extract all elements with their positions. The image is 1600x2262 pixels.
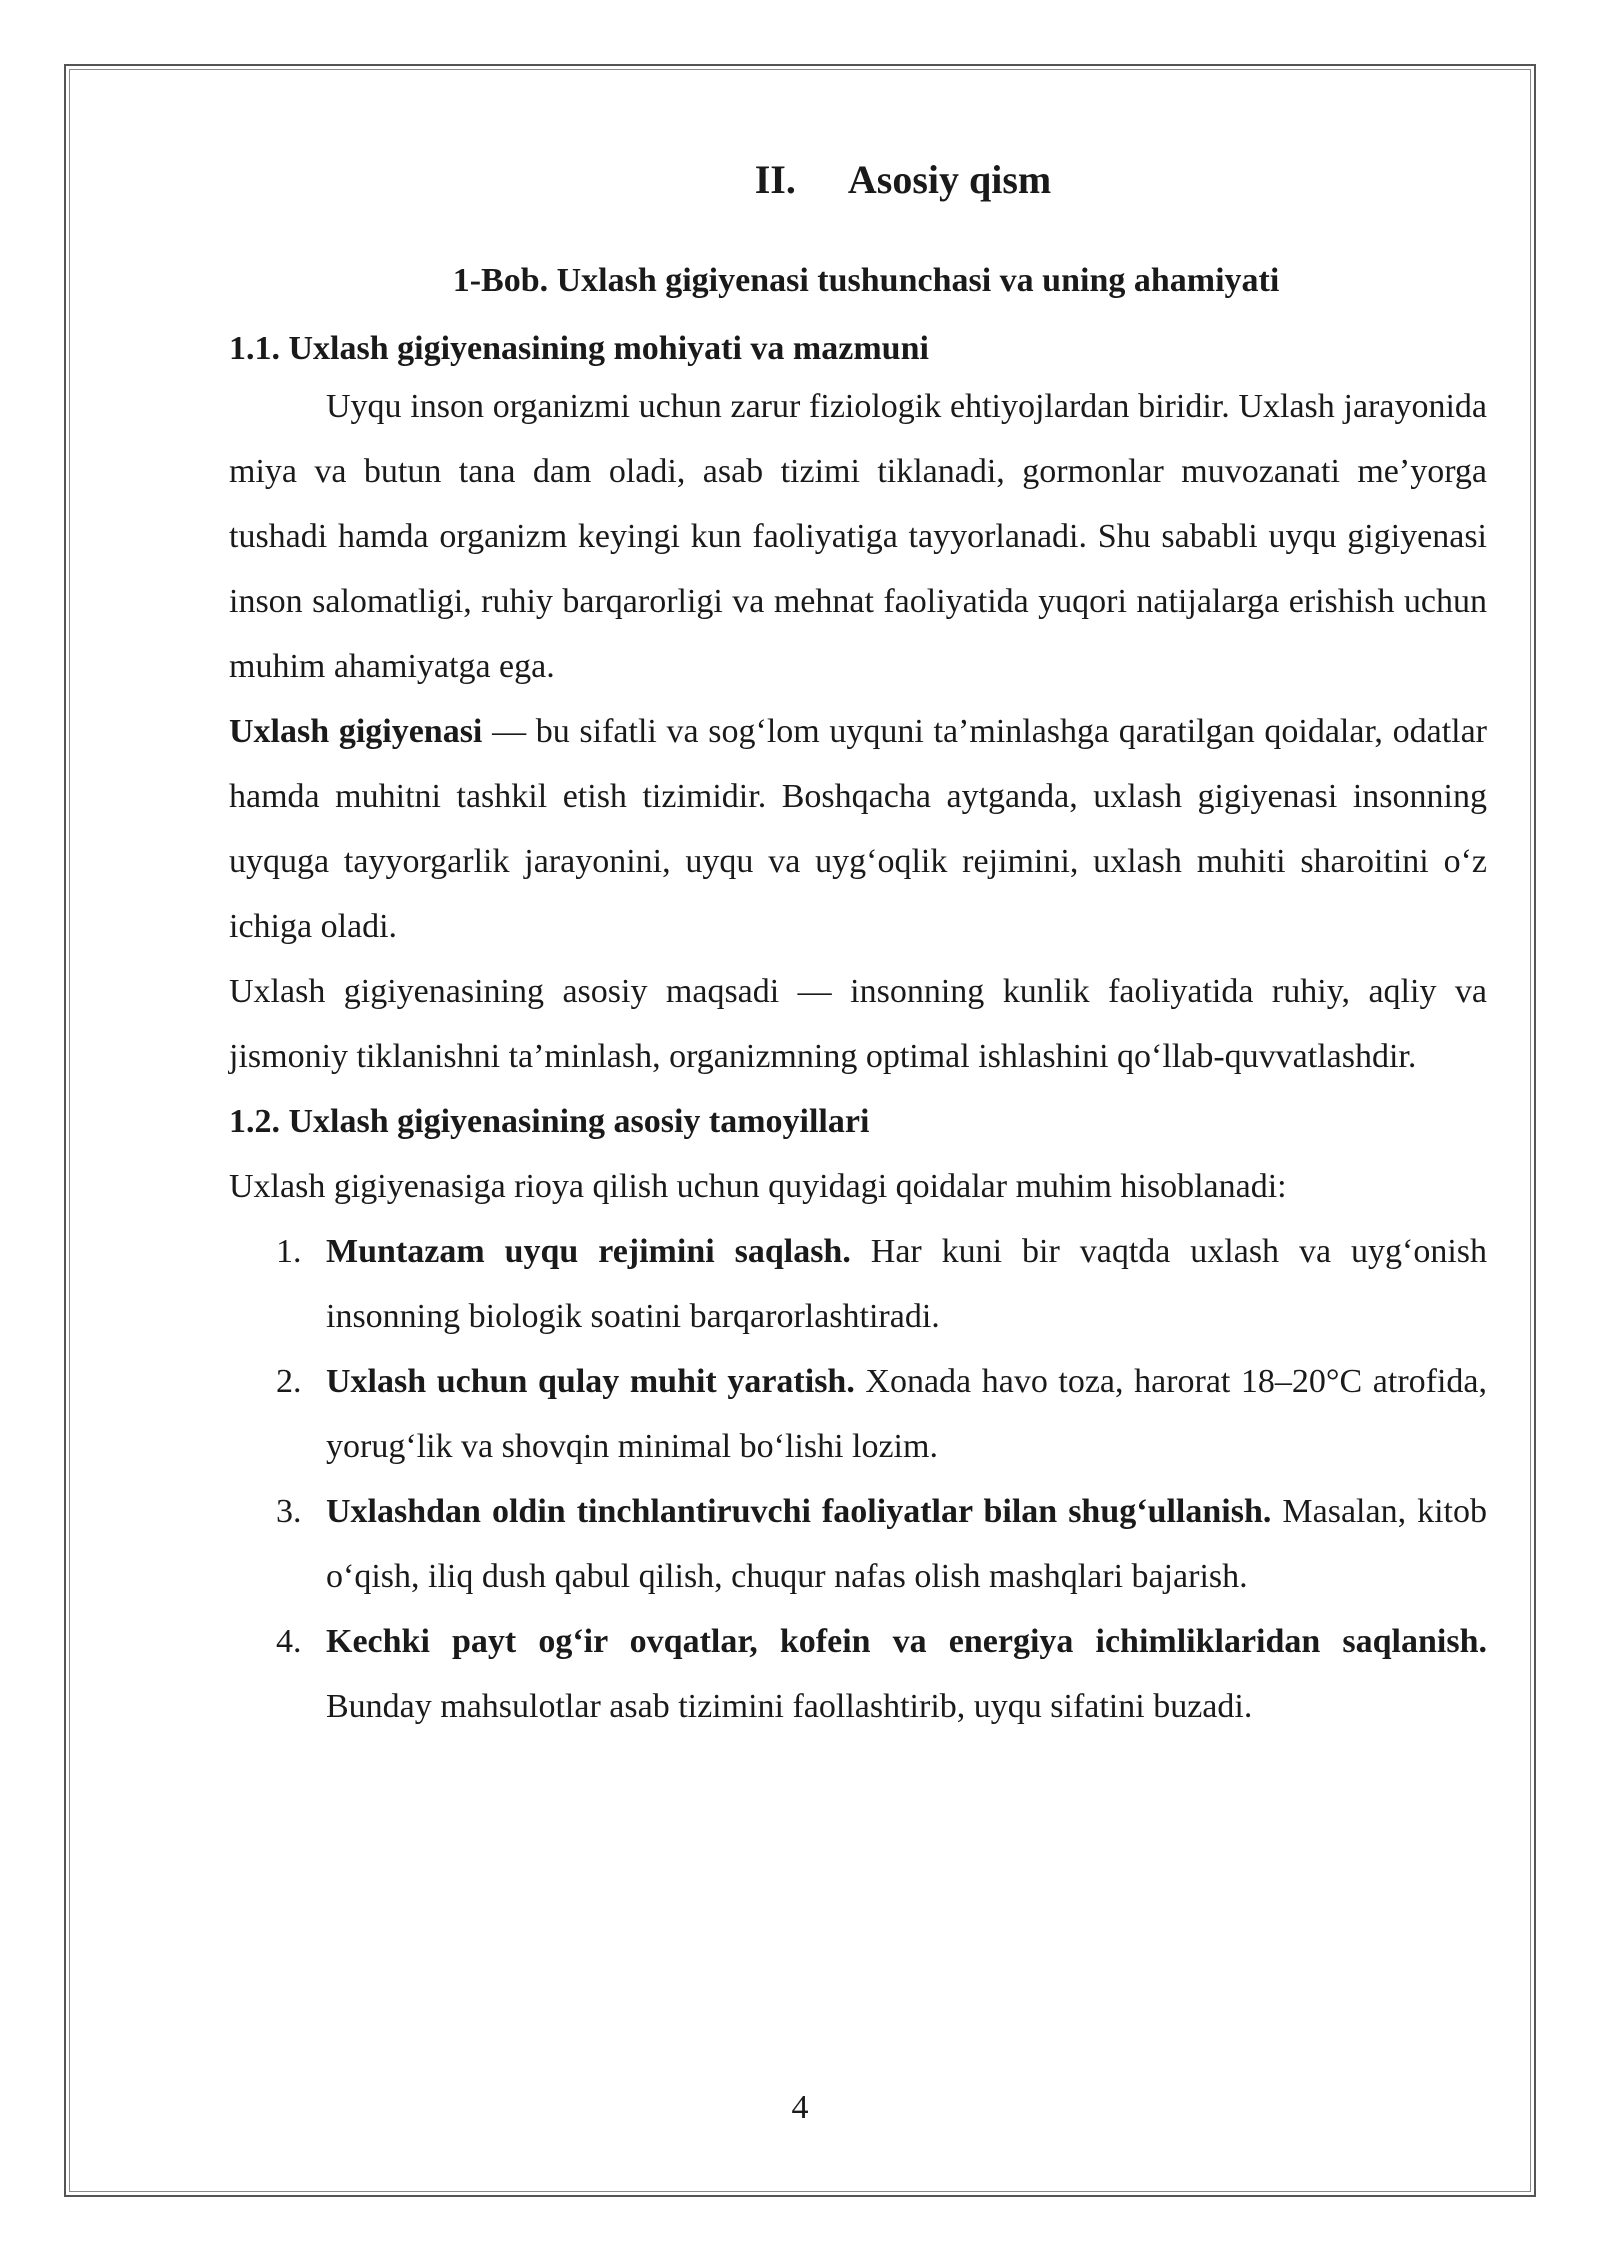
list-item-number: 2. [276,1363,302,1400]
paragraph-sleep-intro: Uyqu inson organizmi uchun zarur fiziologik ehtiyojlardan biridir. Uxlash jarayonida miya va butun tana dam oladi, asab tizimi tiklanadi, gormonlar muvozanati me’yorga tushadi hamda organizm keyingi kun faoliyatiga tayyorlanadi. Shu sababli uyqu gigiyenasi inson salomatligi, ruhiy barqarorligi va mehnat faoliyatida yuqori natijalarga erishish uchun muhim ahamiyatga ega. [229,388,1487,685]
list-item-bold: Kechki payt og‘ir ovqatlar, kofein va energiya ichimliklaridan saqlanish. [326,1623,1487,1660]
paragraph-main-goal: Uxlash gigiyenasining asosiy maqsadi — insonning kunlik faoliyatida ruhiy, aqliy va jismoniy tiklanishni ta’minlash, organizmning optimal ishlashini qo‘llab-quvvatlashdir. [229,973,1487,1075]
list-item-text: Masalan, kitob o‘qish, iliq dush qabul qilish, chuqur nafas olish mashqlari bajarish. [326,1493,1487,1595]
page-title-text: Asosiy qism [847,157,1052,202]
list-item-bold: Uxlashdan oldin tinchlantiruvchi faoliyatlar bilan shug‘ullanish. [326,1493,1272,1530]
list-item [229,1609,1487,1739]
page-title-numeral: II. [754,157,796,202]
list-item-bold: Muntazam uyqu rejimini saqlash. [326,1233,851,1270]
paragraph-rules-intro: Uxlash gigiyenasiga rioya qilish uchun quyidagi qoidalar muhim hisoblanadi: [229,1168,1287,1205]
section-title-1-1: 1.1. Uxlash gigiyenasining mohiyati va mazmuni [229,330,929,367]
list-item-number: 1. [276,1233,302,1270]
list-item-number: 4. [276,1623,302,1660]
definition-text: — bu sifatli va sog‘lom uyquni ta’minlashga qaratilgan qoidalar, odatlar hamda muhitni tashkil etish tizimidir. Boshqacha aytganda, uxlash gigiyenasi insonning uyquga tayyorgarlik jarayonini, uyqu va uyg‘oqlik rejimini, uxlash muhiti sharoitini o‘z ichiga oladi. [229,713,1487,945]
list-item [229,1349,1487,1479]
list-item-text: Har kuni bir vaqtda uxlash va uyg‘onish insonning biologik soatini barqarorlashtiradi. [326,1233,1487,1335]
list-item-text: Bunday mahsulotlar asab tizimini faollashtirib, uyqu sifatini buzadi. [326,1688,1253,1725]
page-title [229,150,1487,210]
page-number: 4 [791,2089,809,2126]
list-item [229,1219,1487,1349]
list-item [229,1479,1487,1609]
list-item-number: 3. [276,1493,302,1530]
chapter-title: 1-Bob. Uxlash gigiyenasi tushunchasi va uning ahamiyati [452,262,1280,299]
paragraph-definition [229,699,1487,959]
section-title-1-2: 1.2. Uxlash gigiyenasining asosiy tamoyillari [229,1103,870,1140]
list-item-bold: Uxlash uchun qulay muhit yaratish. [326,1363,855,1400]
rules-list [229,1219,1487,1739]
definition-term: Uxlash gigiyenasi [229,713,483,750]
list-item-text: Xonada havo toza, harorat 18–20°C atrofida, yorug‘lik va shovqin minimal bo‘lishi lozim. [326,1363,1487,1465]
page-content [229,120,1487,1739]
